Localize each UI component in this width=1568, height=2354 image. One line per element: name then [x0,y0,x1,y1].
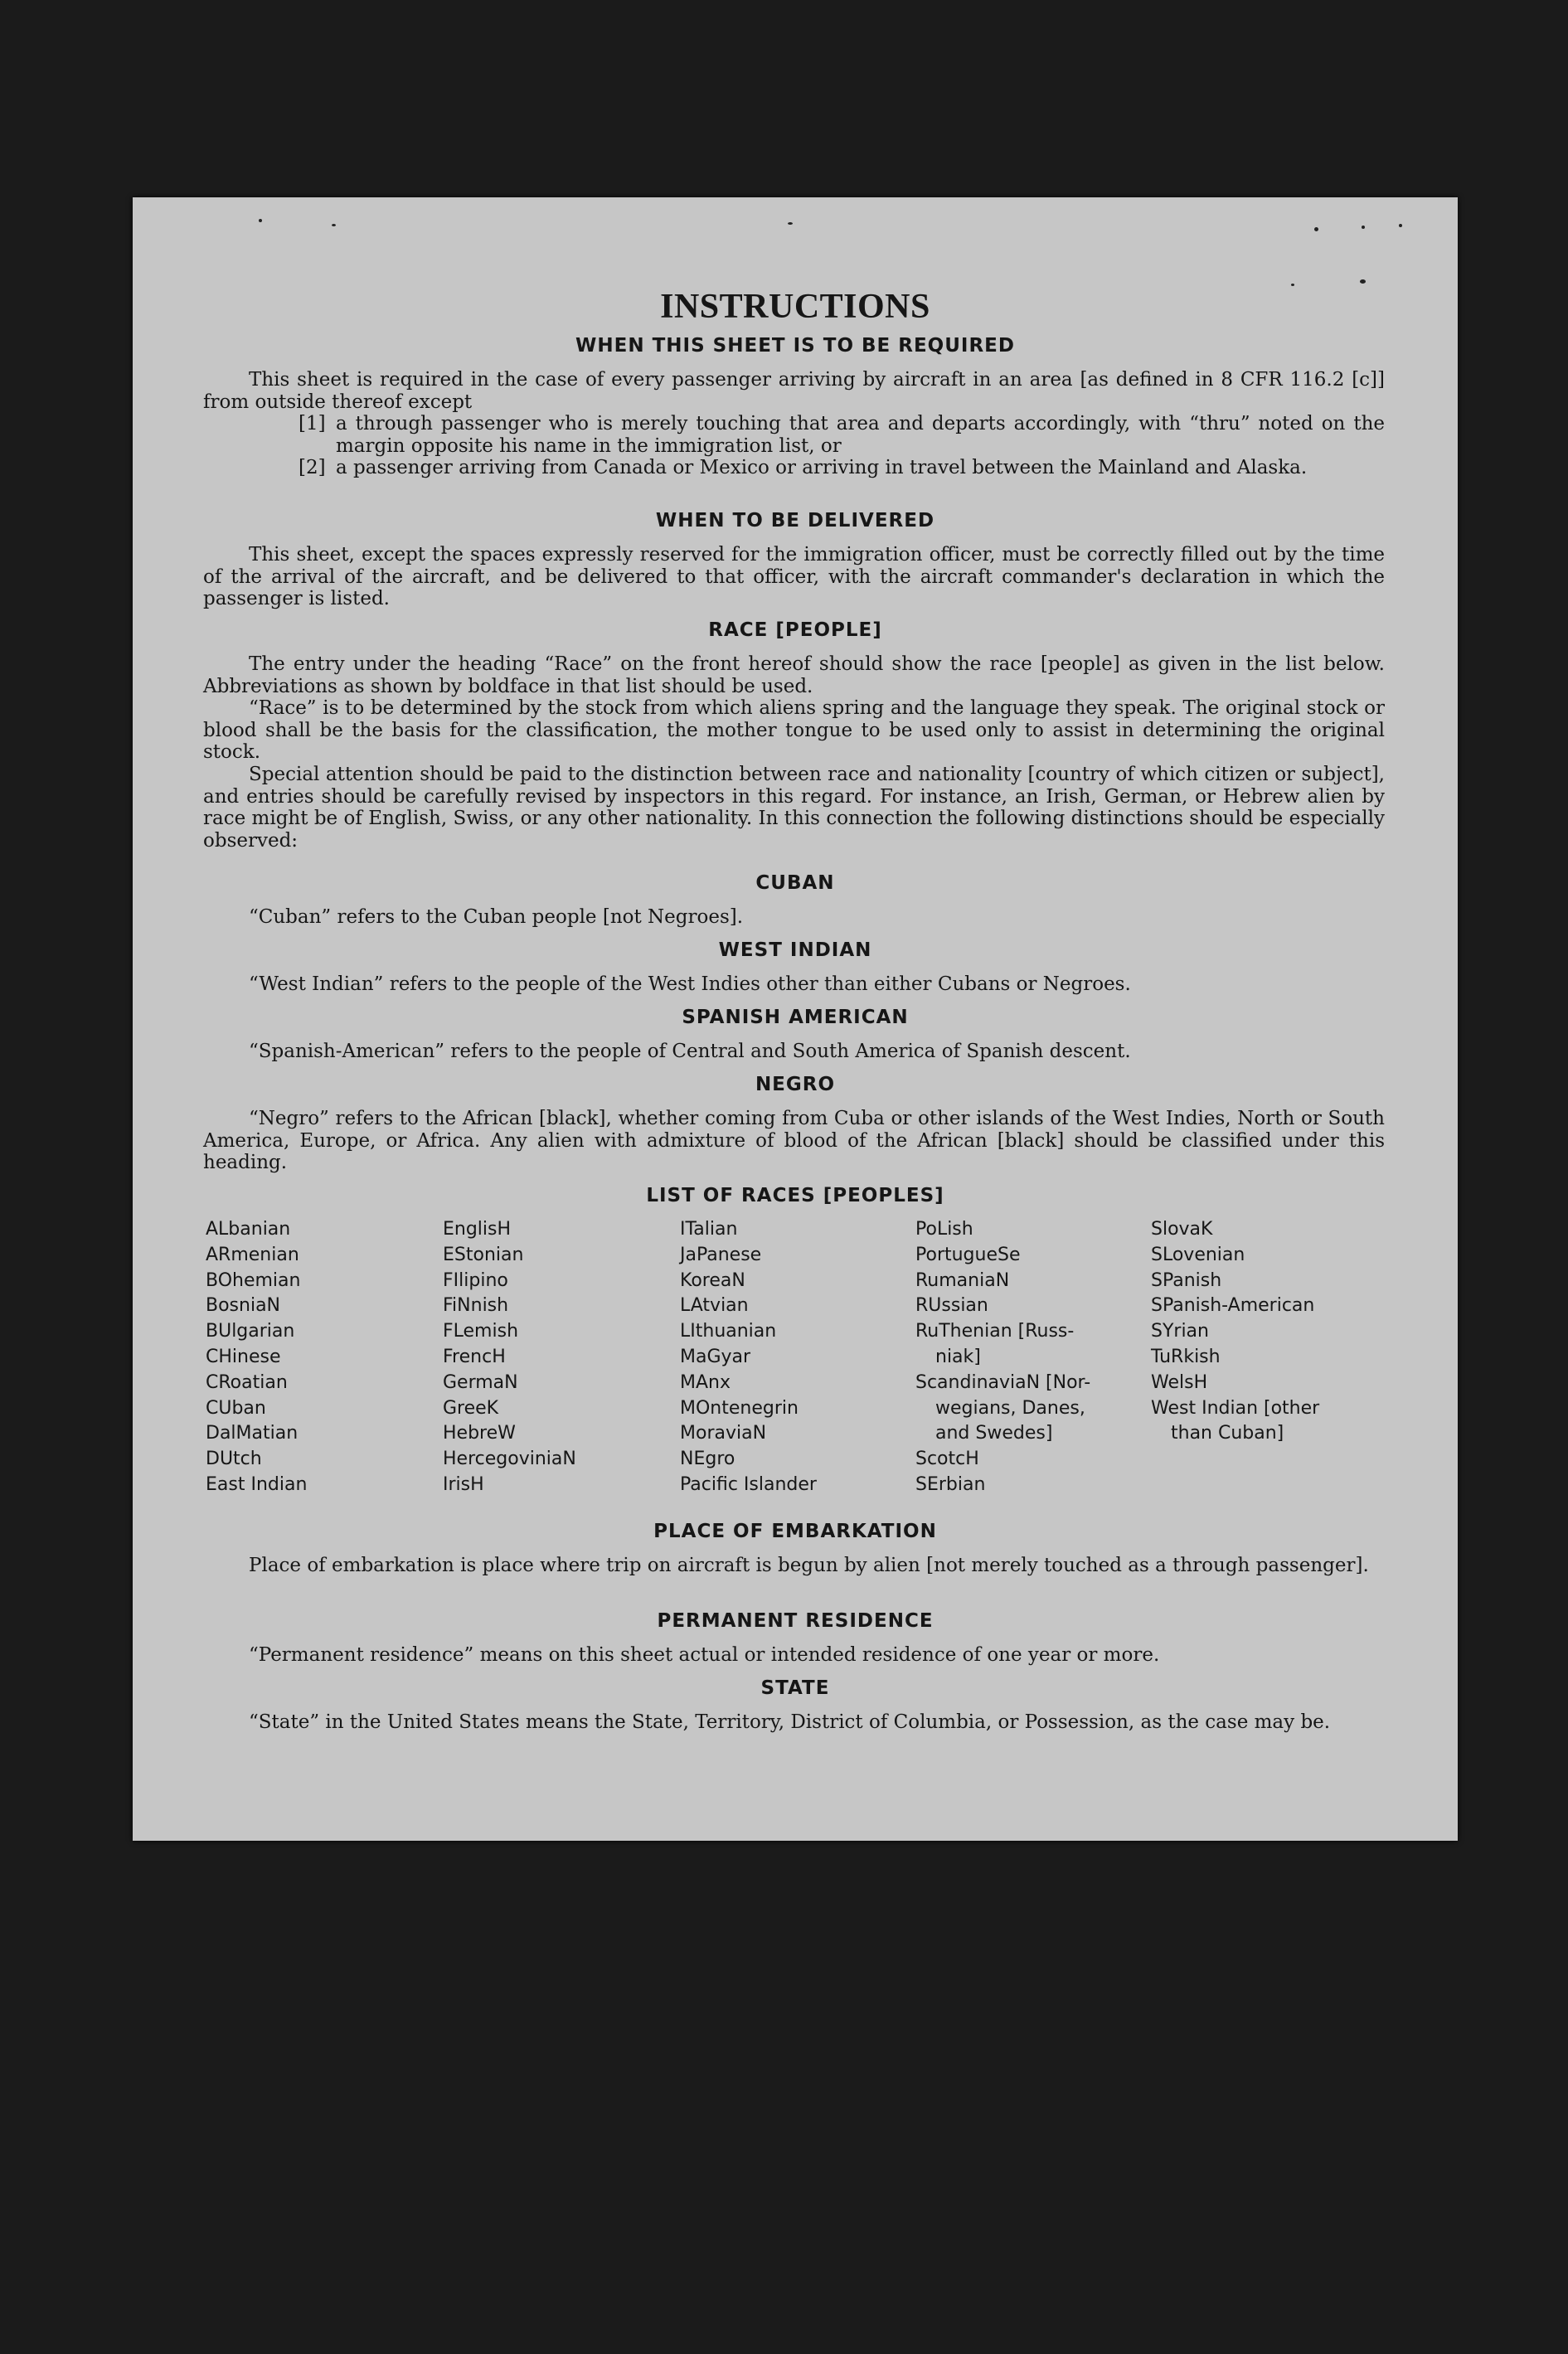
paper-speck [788,222,793,225]
race-entry: RuThenian [Russ- [915,1321,1075,1342]
race-entry: ARmenian [206,1244,299,1265]
race-entry: FrencH [443,1346,506,1367]
instruction-sheet [133,197,1458,1841]
race-paragraph-1: The entry under the heading “Race” on the front hereof should show the race [people] as given in the list below. Abbreviations as shown by boldface in that list should be used. [203,653,1385,697]
heading-place-of-embarkation: PLACE OF EMBARKATION [653,1521,937,1542]
heading-when-delivered: WHEN TO BE DELIVERED [655,510,935,531]
paper-speck [1399,224,1402,227]
exception-item-2 [299,457,1385,479]
race-entry: RumaniaN [915,1269,1010,1291]
residence-text: “Permanent residence” means on this sheet actual or intended residence of one year or more. [249,1644,1160,1666]
exception-item-1 [299,413,1385,457]
races-column-5 [1151,1217,1319,1447]
delivered-text: This sheet, except the spaces expressly reserved for the immigration officer, must be correctly filled out by the time of the arrival of the aircraft, and be delivered to that officer, with the aircraft commander's declaration in which the passenger is listed. [203,544,1385,609]
race-entry: West Indian [other [1151,1397,1320,1419]
race-entry: LIthuanian [680,1321,777,1342]
race-entry: than Cuban] [1171,1423,1284,1444]
west-indian-text: “West Indian” refers to the people of the West Indies other than either Cubans or Negroes. [249,973,1131,995]
heading-list-of-races: LIST OF RACES [PEOPLES] [646,1185,944,1206]
race-entry: JaPanese [680,1244,762,1265]
cuban-text: “Cuban” refers to the Cuban people [not Negroes]. [249,906,744,928]
race-paragraph-2: “Race” is to be determined by the stock from which aliens spring and the language they speak. The original stock or blood shall be the basis for the classification, the mother tongue to be used only to assist in determining the original stock. [203,697,1385,763]
race-entry: ScotcH [915,1449,979,1470]
race-entry: IrisH [443,1473,484,1495]
heading-west-indian: WEST INDIAN [718,939,872,961]
paper-speck [332,224,336,226]
race-entry: MaGyar [680,1346,751,1367]
spanish-american-text: “Spanish-American” refers to the people of Central and South America of Spanish descent. [249,1041,1131,1062]
race-entry: SlovaK [1151,1219,1213,1240]
heading-negro: NEGRO [755,1074,836,1095]
race-entry: EStonian [443,1244,524,1265]
paper-speck [259,219,262,222]
exception-number: [1] [299,413,326,434]
negro-text: “Negro” refers to the African [black], whether coming from Cuba or other islands of the West Indies, North or South America, Europe, or Africa. Any alien with admixture of blood of the African [black] should be classified under this heading. [203,1108,1385,1173]
race-entry: DUtch [206,1449,262,1470]
race-entry: NEgro [680,1449,735,1470]
race-entry: FiNnish [443,1295,509,1317]
races-column-2 [443,1217,576,1498]
state-text: “State” in the United States means the State, Territory, District of Columbia, or Possession, as the case may be. [249,1711,1331,1733]
paper-speck [1314,227,1318,231]
race-entry: GreeK [443,1397,499,1419]
race-entry: BUlgarian [206,1321,295,1342]
race-entry: ALbanian [206,1219,291,1240]
paper-speck [1291,284,1294,286]
race-entry: GermaN [443,1371,518,1393]
required-intro: This sheet is required in the case of every passenger arriving by aircraft in an area [as defined in 8 CFR 116.2 [c]] from outside thereof except [203,369,1385,413]
race-entry: CHinese [206,1346,281,1367]
race-entry: SLovenian [1151,1244,1245,1265]
races-column-1 [206,1217,307,1498]
races-column-4 [915,1217,1090,1498]
heading-state: STATE [760,1677,830,1699]
race-entry: ITalian [680,1219,738,1240]
heading-spanish-american: SPANISH AMERICAN [682,1007,909,1028]
exception-text: a through passenger who is merely touching that area and departs accordingly, with “thru” noted on the margin opposite his name in the immigration list, or [336,413,1385,457]
exception-number: [2] [299,457,326,478]
race-entry: CRoatian [206,1371,288,1393]
race-entry: Pacific Islander [680,1473,817,1495]
race-entry: SPanish [1151,1269,1222,1291]
races-column-3 [680,1217,817,1498]
race-entry: BosniaN [206,1295,281,1317]
race-entry: SPanish-American [1151,1295,1315,1317]
heading-cuban: CUBAN [755,872,835,894]
race-entry: FIlipino [443,1269,508,1291]
paper-speck [1362,226,1365,229]
paper-speck [1360,279,1366,284]
race-entry: PoLish [915,1219,973,1240]
race-entry: FLemish [443,1321,519,1342]
race-entry: HercegoviniaN [443,1449,576,1470]
race-entry: SYrian [1151,1321,1209,1342]
page-title: INSTRUCTIONS [660,288,930,326]
race-entry: MAnx [680,1371,731,1393]
race-paragraph-3: Special attention should be paid to the distinction between race and nationality [country of which citizen or subject], and entries should be carefully revised by inspectors in this regard. For instance, an Irish, German, or Hebrew alien by race might be of English, Swiss, or any other nationality. In this connection the following distinctions should be especially observed: [203,764,1385,852]
heading-permanent-residence: PERMANENT RESIDENCE [657,1610,934,1632]
race-entry: MOntenegrin [680,1397,799,1419]
race-entry: CUban [206,1397,266,1419]
race-entry: wegians, Danes, [935,1397,1085,1419]
race-entry: PortugueSe [915,1244,1021,1265]
race-entry: TuRkish [1151,1346,1221,1367]
embarkation-text: Place of embarkation is place where trip on aircraft is begun by alien [not merely touched as a through passenger]. [249,1555,1369,1576]
race-entry: MoraviaN [680,1423,767,1444]
race-entry: BOhemian [206,1269,301,1291]
race-entry: and Swedes] [935,1423,1053,1444]
race-entry: ScandinaviaN [Nor- [915,1371,1091,1393]
race-entry: RUssian [915,1295,988,1317]
race-entry: KoreaN [680,1269,745,1291]
race-entry: HebreW [443,1423,516,1444]
race-entry: niak] [935,1346,981,1367]
exception-text: a passenger arriving from Canada or Mexico or arriving in travel between the Mainland and Alaska. [336,457,1308,478]
race-entry: East Indian [206,1473,308,1495]
race-entry: WelsH [1151,1371,1208,1393]
race-entry: SErbian [915,1473,986,1495]
race-entry: DalMatian [206,1423,299,1444]
heading-when-required: WHEN THIS SHEET IS TO BE REQUIRED [575,335,1015,357]
heading-race: RACE [PEOPLE] [708,619,882,641]
race-entry: LAtvian [680,1295,749,1317]
race-entry: EnglisH [443,1219,512,1240]
